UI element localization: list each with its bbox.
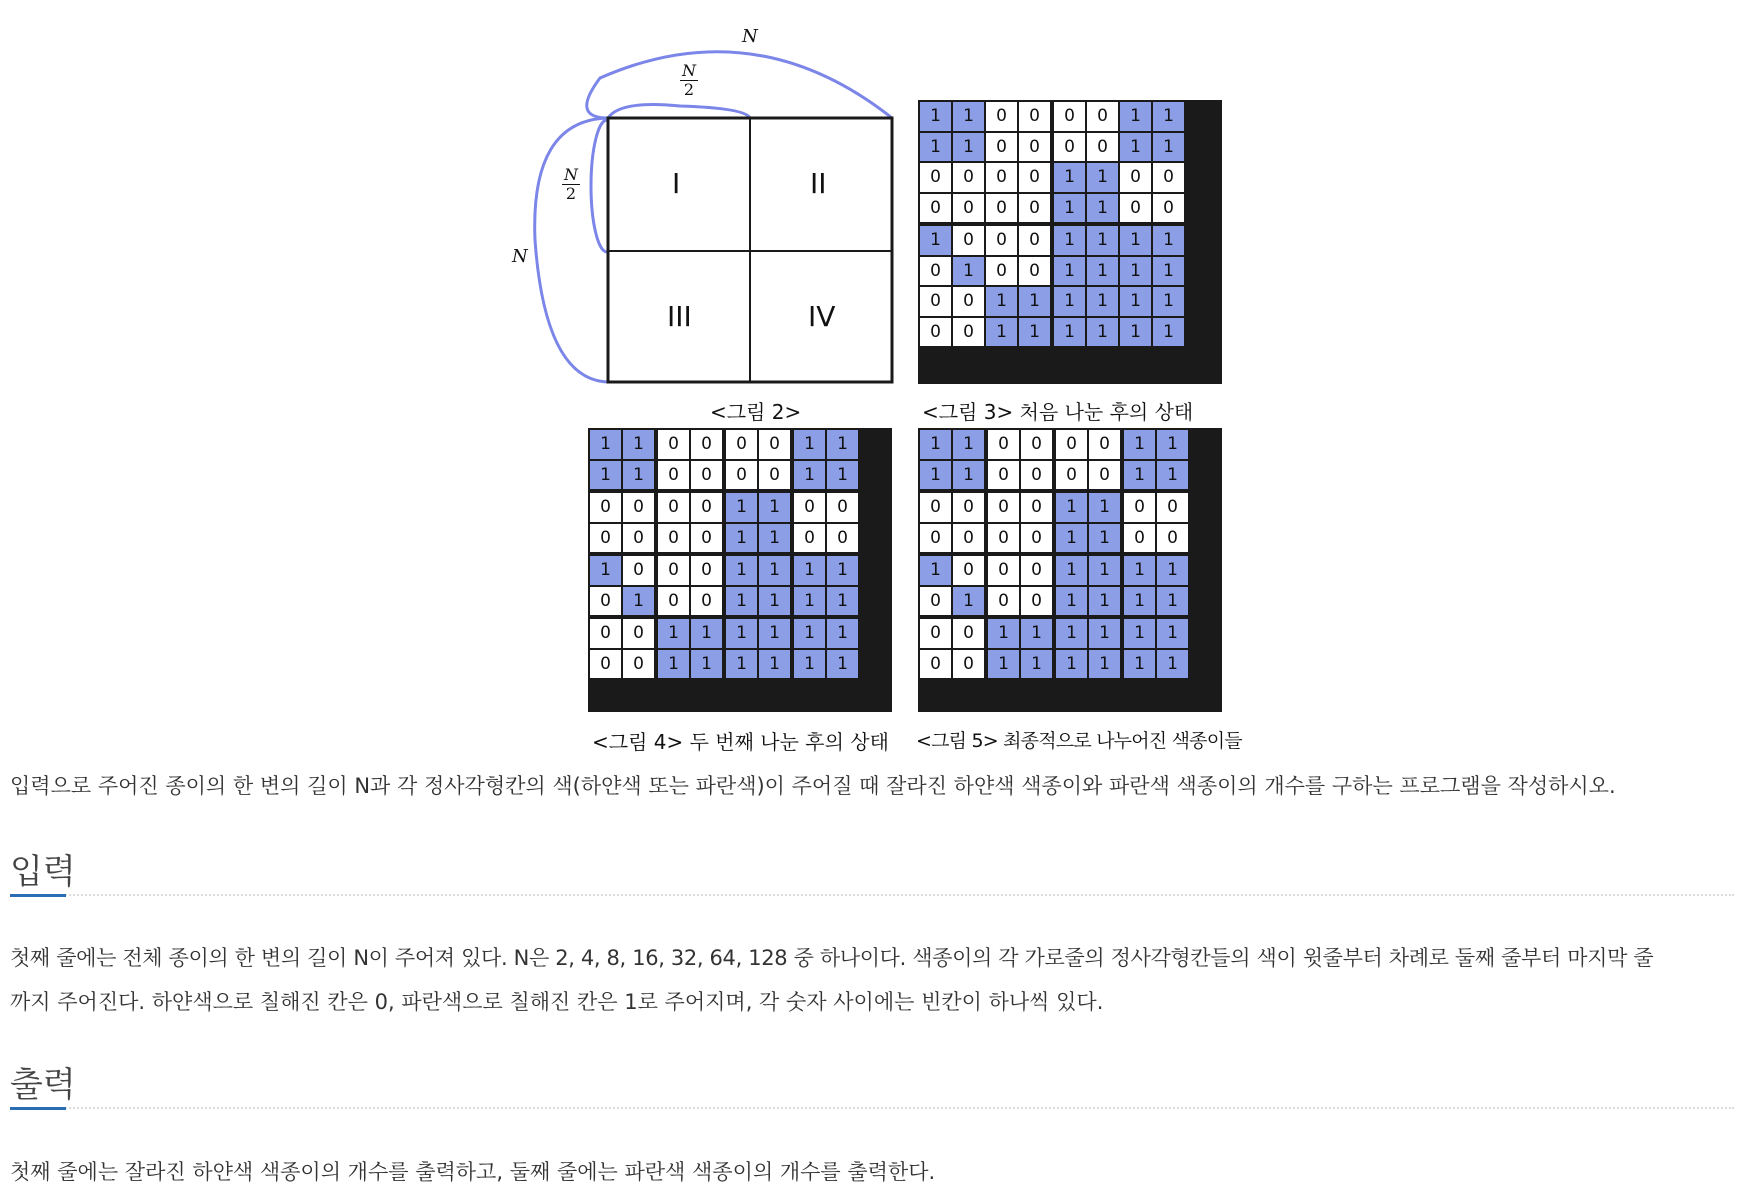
fig5-cell-r1-c8: 1 — [1157, 430, 1188, 459]
fig3-cell-r6-c6: 1 — [1087, 257, 1118, 286]
fig4-cell-r3-c2: 0 — [623, 493, 654, 522]
fig4-cell-r3-c6: 1 — [759, 493, 790, 522]
fig3-cell-r4-c7: 0 — [1120, 194, 1151, 223]
fig5-cell-r8-c4: 1 — [1021, 650, 1052, 679]
grid-figure-5 — [918, 428, 1222, 712]
fig5-cell-r8-c5: 1 — [1056, 650, 1087, 679]
fig5-cell-r3-c1: 0 — [920, 493, 951, 522]
fig4-cell-r7-c4: 1 — [691, 619, 722, 648]
fig3-cell-r1-c6: 0 — [1087, 102, 1118, 131]
fig3-cell-r1-c8: 1 — [1153, 102, 1184, 131]
fig4-cell-r8-c8: 1 — [827, 650, 858, 679]
caption-figure-3: <그림 3> 처음 나눈 후의 상태 — [922, 400, 1194, 424]
fig3-cell-r7-c6: 1 — [1087, 287, 1118, 316]
fig3-cell-r4-c1: 0 — [920, 194, 951, 223]
fig5-cell-r4-c8: 0 — [1157, 524, 1188, 553]
caption-figure-4: <그림 4> 두 번째 나눈 후의 상태 — [592, 730, 889, 754]
fig4-cell-r6-c5: 1 — [726, 587, 757, 616]
fig4-cell-r8-c1: 0 — [590, 650, 621, 679]
output-heading-accent — [10, 1107, 66, 1110]
fig4-cell-r2-c5: 0 — [726, 461, 757, 490]
label-n-top: N — [742, 26, 758, 47]
fig3-cell-r8-c8: 1 — [1153, 318, 1184, 347]
fig5-cell-r5-c1: 1 — [920, 556, 951, 585]
fig5-cell-r3-c3: 0 — [988, 493, 1019, 522]
fig3-cell-r4-c5: 1 — [1054, 194, 1085, 223]
fig5-cell-r5-c6: 1 — [1089, 556, 1120, 585]
fig4-cell-r6-c8: 1 — [827, 587, 858, 616]
fig4-cell-r1-c4: 0 — [691, 430, 722, 459]
fig4-cell-r8-c3: 1 — [658, 650, 689, 679]
fig5-cell-r3-c4: 0 — [1021, 493, 1052, 522]
fig5-cell-r1-c5: 0 — [1056, 430, 1087, 459]
fig4-cell-r2-c1: 1 — [590, 461, 621, 490]
output-heading: 출력 — [10, 1065, 76, 1105]
fig3-cell-r3-c5: 1 — [1054, 163, 1085, 192]
fig3-cell-r2-c5: 0 — [1054, 133, 1085, 162]
fig5-cell-r4-c1: 0 — [920, 524, 951, 553]
fig4-cell-r4-c8: 0 — [827, 524, 858, 553]
fig4-cell-r7-c7: 1 — [794, 619, 825, 648]
fig5-cell-r2-c8: 1 — [1157, 461, 1188, 490]
fig3-cell-r7-c8: 1 — [1153, 287, 1184, 316]
fig5-cell-r6-c1: 0 — [920, 587, 951, 616]
input-line-2: 까지 주어진다. 하얀색으로 칠해진 칸은 0, 파란색으로 칠해진 칸은 1로 주어지며, 각 숫자 사이에는 빈칸이 하나씩 있다. — [10, 990, 1104, 1014]
fig3-cell-r2-c8: 1 — [1153, 133, 1184, 162]
fig5-cell-r7-c1: 0 — [920, 619, 951, 648]
caption-figure-5: <그림 5> 최종적으로 나누어진 색종이들 — [916, 730, 1242, 752]
fig5-cell-r7-c7: 1 — [1124, 619, 1155, 648]
fig5-cell-r3-c2: 0 — [953, 493, 984, 522]
fig4-cell-r5-c4: 0 — [691, 556, 722, 585]
fig5-cell-r2-c5: 0 — [1056, 461, 1087, 490]
fig4-cell-r5-c6: 1 — [759, 556, 790, 585]
fig4-cell-r5-c5: 1 — [726, 556, 757, 585]
fig5-cell-r4-c4: 0 — [1021, 524, 1052, 553]
fig3-cell-r8-c6: 1 — [1087, 318, 1118, 347]
fig5-cell-r5-c3: 0 — [988, 556, 1019, 585]
fig4-cell-r1-c6: 0 — [759, 430, 790, 459]
fig4-cell-r4-c7: 0 — [794, 524, 825, 553]
fig4-cell-r3-c4: 0 — [691, 493, 722, 522]
fig3-cell-r8-c4: 1 — [1019, 318, 1050, 347]
fig4-cell-r3-c1: 0 — [590, 493, 621, 522]
fig5-cell-r6-c3: 0 — [988, 587, 1019, 616]
fig4-cell-r1-c1: 1 — [590, 430, 621, 459]
fig3-cell-r2-c3: 0 — [986, 133, 1017, 162]
quadrant-2-label: II — [810, 167, 827, 200]
fig4-cell-r6-c3: 0 — [658, 587, 689, 616]
input-line-1: 첫째 줄에는 전체 종이의 한 변의 길이 N이 주어져 있다. N은 2, 4, 8, 16, 32, 64, 128 중 하나이다. 색종이의 각 가로줄의 정사각형칸들의 색이 윗줄부터 차례로 둘째 줄부터 마지막 줄 — [10, 946, 1654, 970]
fig4-cell-r5-c2: 0 — [623, 556, 654, 585]
fig5-cell-r1-c2: 1 — [953, 430, 984, 459]
fig3-cell-r3-c6: 1 — [1087, 163, 1118, 192]
label-n-left: N — [512, 246, 528, 267]
fig4-cell-r7-c1: 0 — [590, 619, 621, 648]
fig4-cell-r1-c5: 0 — [726, 430, 757, 459]
fig4-cell-r7-c6: 1 — [759, 619, 790, 648]
fig4-cell-r4-c6: 1 — [759, 524, 790, 553]
fig3-cell-r4-c3: 0 — [986, 194, 1017, 223]
fig4-cell-r6-c2: 1 — [623, 587, 654, 616]
fig3-cell-r4-c6: 1 — [1087, 194, 1118, 223]
fig5-cell-r2-c1: 1 — [920, 461, 951, 490]
fig4-cell-r1-c8: 1 — [827, 430, 858, 459]
grid-figure-3 — [918, 100, 1222, 384]
fig3-cell-r1-c7: 1 — [1120, 102, 1151, 131]
fig3-cell-r5-c5: 1 — [1054, 226, 1085, 255]
fig5-cell-r1-c4: 0 — [1021, 430, 1052, 459]
fig5-cell-r4-c7: 0 — [1124, 524, 1155, 553]
fig3-cell-r3-c3: 0 — [986, 163, 1017, 192]
fig5-cell-r1-c1: 1 — [920, 430, 951, 459]
fig4-cell-r2-c8: 1 — [827, 461, 858, 490]
fig3-cell-r5-c4: 0 — [1019, 226, 1050, 255]
fig3-cell-r7-c1: 0 — [920, 287, 951, 316]
quadrant-3-label: III — [667, 300, 692, 333]
fig5-cell-r5-c7: 1 — [1124, 556, 1155, 585]
fig4-cell-r7-c2: 0 — [623, 619, 654, 648]
fig5-cell-r4-c5: 1 — [1056, 524, 1087, 553]
fig5-cell-r6-c6: 1 — [1089, 587, 1120, 616]
fig5-cell-r4-c2: 0 — [953, 524, 984, 553]
fig5-cell-r5-c4: 0 — [1021, 556, 1052, 585]
fig5-cell-r5-c5: 1 — [1056, 556, 1087, 585]
fig5-cell-r3-c5: 1 — [1056, 493, 1087, 522]
fig4-cell-r6-c4: 0 — [691, 587, 722, 616]
fig3-cell-r6-c8: 1 — [1153, 257, 1184, 286]
fig4-cell-r7-c3: 1 — [658, 619, 689, 648]
fig4-cell-r2-c2: 1 — [623, 461, 654, 490]
fig3-cell-r3-c2: 0 — [953, 163, 984, 192]
fig3-cell-r7-c5: 1 — [1054, 287, 1085, 316]
fig4-cell-r4-c5: 1 — [726, 524, 757, 553]
fig4-cell-r4-c3: 0 — [658, 524, 689, 553]
fig5-cell-r7-c5: 1 — [1056, 619, 1087, 648]
fig3-cell-r2-c4: 0 — [1019, 133, 1050, 162]
fig5-cell-r7-c8: 1 — [1157, 619, 1188, 648]
fig3-cell-r2-c1: 1 — [920, 133, 951, 162]
fig5-cell-r4-c6: 1 — [1089, 524, 1120, 553]
fig4-cell-r7-c5: 1 — [726, 619, 757, 648]
fig3-cell-r7-c4: 1 — [1019, 287, 1050, 316]
fig3-cell-r1-c4: 0 — [1019, 102, 1050, 131]
fig3-cell-r5-c2: 0 — [953, 226, 984, 255]
fig3-cell-r6-c5: 1 — [1054, 257, 1085, 286]
fig4-cell-r2-c7: 1 — [794, 461, 825, 490]
fig3-cell-r1-c5: 0 — [1054, 102, 1085, 131]
fig3-cell-r2-c7: 1 — [1120, 133, 1151, 162]
fig5-cell-r6-c2: 1 — [953, 587, 984, 616]
fig4-cell-r8-c4: 1 — [691, 650, 722, 679]
fig5-cell-r1-c3: 0 — [988, 430, 1019, 459]
input-heading-accent — [10, 894, 66, 897]
fig3-cell-r5-c7: 1 — [1120, 226, 1151, 255]
fig3-cell-r3-c1: 0 — [920, 163, 951, 192]
fig3-cell-r8-c1: 0 — [920, 318, 951, 347]
fig3-cell-r7-c2: 0 — [953, 287, 984, 316]
fig3-cell-r3-c7: 0 — [1120, 163, 1151, 192]
label-half-left: $\frac{N}{2}$ — [564, 165, 578, 203]
fig3-cell-r2-c6: 0 — [1087, 133, 1118, 162]
fig3-cell-r1-c2: 1 — [953, 102, 984, 131]
fig4-cell-r1-c2: 1 — [623, 430, 654, 459]
fig4-cell-r6-c1: 0 — [590, 587, 621, 616]
fig4-cell-r7-c8: 1 — [827, 619, 858, 648]
fig3-cell-r6-c7: 1 — [1120, 257, 1151, 286]
fig5-cell-r7-c4: 1 — [1021, 619, 1052, 648]
fig3-cell-r8-c7: 1 — [1120, 318, 1151, 347]
quadrant-1-label: I — [672, 167, 681, 200]
fig3-cell-r6-c4: 0 — [1019, 257, 1050, 286]
fig5-cell-r8-c7: 1 — [1124, 650, 1155, 679]
fig4-cell-r1-c7: 1 — [794, 430, 825, 459]
fig4-cell-r4-c1: 0 — [590, 524, 621, 553]
fig3-cell-r3-c4: 0 — [1019, 163, 1050, 192]
fig5-cell-r8-c6: 1 — [1089, 650, 1120, 679]
figure-2-diagram — [0, 0, 1744, 420]
fig3-cell-r7-c3: 1 — [986, 287, 1017, 316]
fig3-cell-r5-c3: 0 — [986, 226, 1017, 255]
fig3-cell-r5-c8: 1 — [1153, 226, 1184, 255]
fig4-cell-r1-c3: 0 — [658, 430, 689, 459]
fig5-cell-r7-c6: 1 — [1089, 619, 1120, 648]
fig4-cell-r3-c5: 1 — [726, 493, 757, 522]
problem-description: 입력으로 주어진 종이의 한 변의 길이 N과 각 정사각형칸의 색(하얀색 또는 파란색)이 주어질 때 잘라진 하얀색 색종이와 파란색 색종이의 개수를 구하는 프로그램을 작성하시오. — [10, 774, 1616, 798]
output-description: 첫째 줄에는 잘라진 하얀색 색종이의 개수를 출력하고, 둘째 줄에는 파란색 색종이의 개수를 출력한다. — [10, 1160, 936, 1184]
fig4-cell-r2-c4: 0 — [691, 461, 722, 490]
fig3-cell-r8-c3: 1 — [986, 318, 1017, 347]
fig4-cell-r3-c8: 0 — [827, 493, 858, 522]
quadrant-4-label: IV — [808, 300, 836, 333]
fig4-cell-r6-c6: 1 — [759, 587, 790, 616]
fig5-cell-r2-c4: 0 — [1021, 461, 1052, 490]
fig5-cell-r6-c5: 1 — [1056, 587, 1087, 616]
fig3-cell-r1-c1: 1 — [920, 102, 951, 131]
fig4-cell-r5-c8: 1 — [827, 556, 858, 585]
fig5-cell-r2-c7: 1 — [1124, 461, 1155, 490]
label-half-top: $\frac{N}{2}$ — [682, 61, 696, 99]
grid-figure-4 — [588, 428, 892, 712]
fig3-cell-r3-c8: 0 — [1153, 163, 1184, 192]
fig5-cell-r6-c8: 1 — [1157, 587, 1188, 616]
fig3-cell-r8-c5: 1 — [1054, 318, 1085, 347]
fig3-cell-r7-c7: 1 — [1120, 287, 1151, 316]
fig4-cell-r5-c3: 0 — [658, 556, 689, 585]
input-divider — [10, 894, 1734, 896]
fig5-cell-r3-c7: 0 — [1124, 493, 1155, 522]
fig5-cell-r4-c3: 0 — [988, 524, 1019, 553]
fig3-cell-r4-c8: 0 — [1153, 194, 1184, 223]
output-divider — [10, 1107, 1734, 1109]
fig3-cell-r4-c2: 0 — [953, 194, 984, 223]
fig5-cell-r5-c2: 0 — [953, 556, 984, 585]
fig3-cell-r6-c1: 0 — [920, 257, 951, 286]
fig4-cell-r8-c5: 1 — [726, 650, 757, 679]
fig3-cell-r1-c3: 0 — [986, 102, 1017, 131]
fig5-cell-r3-c6: 1 — [1089, 493, 1120, 522]
fig3-cell-r5-c1: 1 — [920, 226, 951, 255]
fig5-cell-r1-c6: 0 — [1089, 430, 1120, 459]
fig3-cell-r6-c3: 0 — [986, 257, 1017, 286]
fig3-cell-r2-c2: 1 — [953, 133, 984, 162]
fig5-cell-r2-c2: 1 — [953, 461, 984, 490]
fig5-cell-r2-c3: 0 — [988, 461, 1019, 490]
fig4-cell-r6-c7: 1 — [794, 587, 825, 616]
fig3-cell-r6-c2: 1 — [953, 257, 984, 286]
fig5-cell-r2-c6: 0 — [1089, 461, 1120, 490]
fig5-cell-r8-c3: 1 — [988, 650, 1019, 679]
caption-figure-2: <그림 2> — [710, 400, 802, 424]
fig5-cell-r7-c2: 0 — [953, 619, 984, 648]
fig5-cell-r5-c8: 1 — [1157, 556, 1188, 585]
input-heading: 입력 — [10, 852, 76, 892]
fig4-cell-r2-c3: 0 — [658, 461, 689, 490]
fig4-cell-r8-c7: 1 — [794, 650, 825, 679]
fig5-cell-r6-c7: 1 — [1124, 587, 1155, 616]
fig4-cell-r5-c1: 1 — [590, 556, 621, 585]
fig4-cell-r3-c3: 0 — [658, 493, 689, 522]
fig5-cell-r8-c8: 1 — [1157, 650, 1188, 679]
fig4-cell-r8-c2: 0 — [623, 650, 654, 679]
fig4-cell-r4-c2: 0 — [623, 524, 654, 553]
fig3-cell-r4-c4: 0 — [1019, 194, 1050, 223]
fig5-cell-r6-c4: 0 — [1021, 587, 1052, 616]
fig4-cell-r8-c6: 1 — [759, 650, 790, 679]
fig3-cell-r5-c6: 1 — [1087, 226, 1118, 255]
fig5-cell-r1-c7: 1 — [1124, 430, 1155, 459]
fig4-cell-r3-c7: 0 — [794, 493, 825, 522]
fig3-cell-r8-c2: 0 — [953, 318, 984, 347]
fig5-cell-r7-c3: 1 — [988, 619, 1019, 648]
fig5-cell-r8-c1: 0 — [920, 650, 951, 679]
fig5-cell-r8-c2: 0 — [953, 650, 984, 679]
fig5-cell-r3-c8: 0 — [1157, 493, 1188, 522]
fig4-cell-r2-c6: 0 — [759, 461, 790, 490]
fig4-cell-r5-c7: 1 — [794, 556, 825, 585]
fig4-cell-r4-c4: 0 — [691, 524, 722, 553]
